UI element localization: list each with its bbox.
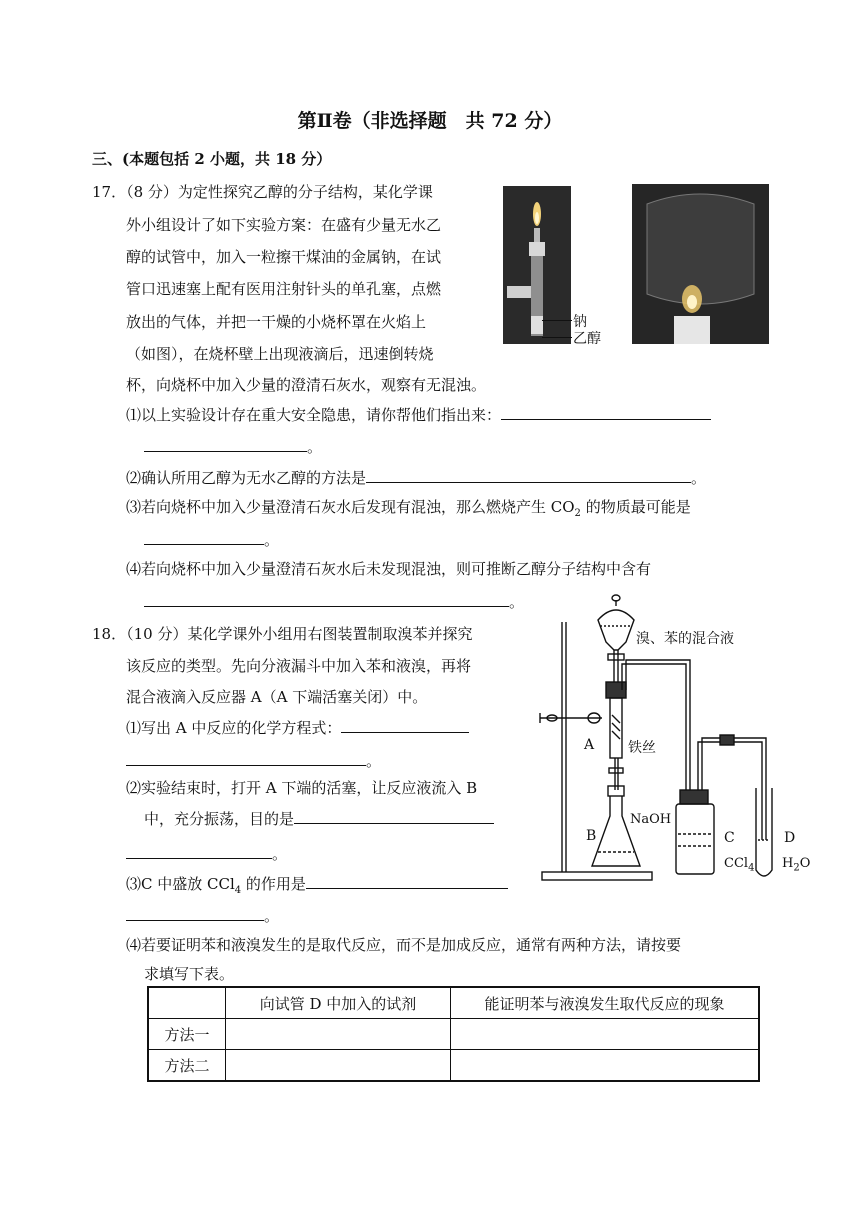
q17-line-2: 外小组设计了如下实验方案：在盛有少量无水乙	[126, 216, 442, 234]
q17-part-4-cont: 。	[144, 591, 524, 613]
section-heading: 三、(本题包括 2 小题，共 18 分）	[92, 150, 332, 168]
table-header-row	[148, 987, 759, 1019]
table-row-label: 方法二	[148, 1050, 226, 1082]
q17-line-4: 管口迅速塞上配有医用注射针头的单孔塞，点燃	[126, 280, 442, 298]
q17-line-7: 杯，向烧杯中加入少量的澄清石灰水，观察有无混浊。	[126, 376, 487, 394]
table-cell-phenomenon-2[interactable]	[451, 1050, 760, 1082]
answer-blank-17-1b[interactable]	[144, 436, 307, 452]
table-row-label: 方法一	[148, 1019, 226, 1050]
table-cell-reagent-2[interactable]	[226, 1050, 451, 1082]
label-tube-d: D	[784, 830, 796, 846]
q17-part-3-cont: 。	[144, 529, 279, 551]
answer-blank-17-4[interactable]	[144, 591, 509, 607]
page-title: 第Ⅱ卷（非选择题 共 72 分）	[297, 110, 563, 132]
q18-part-2-b: 中，充分振荡，目的是	[144, 808, 494, 830]
label-mixture: 溴、苯的混合液	[636, 631, 734, 647]
label-ccl4: CCl$_4$	[724, 856, 755, 874]
q18-part-1: ⑴写出 A 中反应的化学方程式：	[126, 717, 469, 739]
q18-part-2: ⑵实验结束时，打开 A 下端的活塞，让反应液流入 B	[126, 779, 478, 797]
q18-part-3-cont: 。	[126, 905, 279, 927]
answer-blank-18-1b[interactable]	[126, 750, 366, 766]
q18-line-1: 18．（10 分）某化学课外小组用右图装置制取溴苯并探究	[92, 625, 473, 643]
label-flask-b: B	[586, 828, 597, 844]
pointer-line-sodium	[542, 320, 572, 321]
answer-blank-17-2[interactable]	[366, 467, 691, 483]
label-iron-wire: 铁丝	[628, 740, 656, 756]
q18-line-3: 混合液滴入反应器 A（A 下端活塞关闭）中。	[126, 688, 428, 706]
label-sodium: 钠	[573, 314, 587, 330]
q17-part-1-cont: 。	[144, 436, 322, 458]
q18-part-3: ⑶C 中盛放 CCl$_4$ 的作用是	[126, 873, 508, 902]
label-ethanol: 乙醇	[573, 331, 601, 347]
pointer-line-ethanol	[542, 337, 572, 338]
q18-part-4-b: 求填写下表。	[144, 965, 235, 983]
q17-line-3: 醇的试管中，加入一粒擦干煤油的金属钠，在试	[126, 248, 442, 266]
q18-part-1-cont: 。	[126, 750, 381, 772]
answer-blank-18-1[interactable]	[341, 717, 469, 733]
q17-line-6: （如图），在烧杯壁上出现液滴后，迅速倒转烧	[126, 345, 434, 363]
q18-line-2: 该反应的类型。先向分液漏斗中加入苯和液溴，再将	[126, 657, 472, 675]
q17-line-5: 放出的气体，并把一干燥的小烧杯罩在火焰上	[126, 313, 427, 331]
table-row	[148, 1019, 759, 1050]
q17-part-2: ⑵确认所用乙醇为无水乙醇的方法是 。	[126, 469, 707, 487]
q18-part-2-cont: 。	[126, 843, 287, 865]
label-reactor-a: A	[584, 737, 595, 753]
label-bottle-c: C	[724, 830, 735, 846]
table-header-reagent: 向试管 D 中加入的试剂	[226, 987, 451, 1019]
q17-line-1: 17．（8 分）为定性探究乙醇的分子结构，某化学课	[92, 183, 433, 201]
table-header-phenomenon: 能证明苯与液溴发生取代反应的现象	[451, 987, 760, 1019]
table-cell-reagent-1[interactable]	[226, 1019, 451, 1050]
answer-blank-17-3[interactable]	[144, 529, 264, 545]
answer-blank-18-3[interactable]	[306, 873, 508, 889]
q18-part-4: ⑷若要证明苯和液溴发生的是取代反应，而不是加成反应，通常有两种方法，请按要	[126, 936, 682, 954]
photo-beaker-flame	[632, 184, 769, 344]
table-cell-phenomenon-1[interactable]	[451, 1019, 760, 1050]
q17-part-1: ⑴以上实验设计存在重大安全隐患，请你帮他们指出来：	[126, 404, 711, 426]
answer-blank-18-2[interactable]	[294, 808, 494, 824]
answer-blank-18-3b[interactable]	[126, 905, 264, 921]
answer-table	[147, 986, 760, 1082]
label-water: $H_2O$	[782, 856, 811, 874]
table-corner-cell	[148, 987, 226, 1019]
table-row	[148, 1050, 759, 1082]
answer-blank-18-2b[interactable]	[126, 843, 272, 859]
label-naoh: NaOH	[630, 812, 672, 827]
q17-part-4: ⑷若向烧杯中加入少量澄清石灰水后未发现混浊，则可推断乙醇分子结构中含有	[126, 560, 652, 578]
q17-part-3: ⑶若向烧杯中加入少量澄清石灰水后发现有混浊，那么燃烧产生 $CO_2$ 的物质最可能是	[126, 498, 691, 519]
answer-blank-17-1[interactable]	[501, 404, 711, 420]
